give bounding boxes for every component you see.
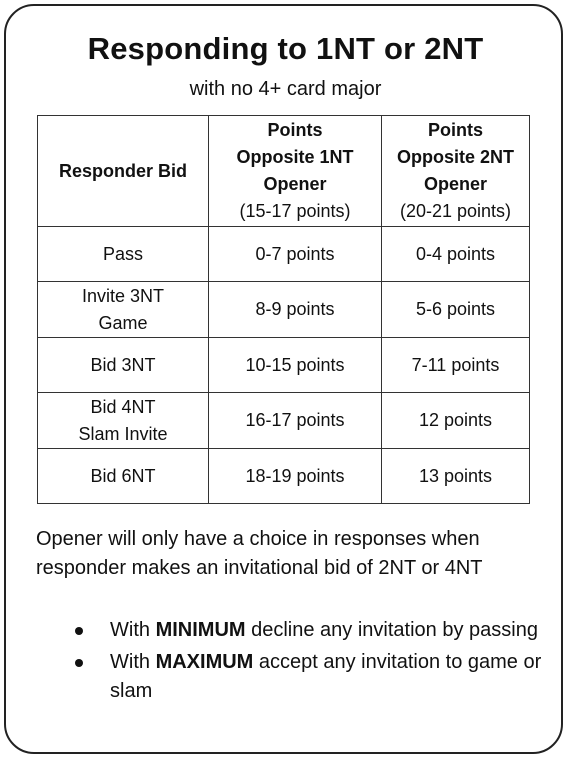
cell-opposite-1nt: 10-15 points: [209, 338, 382, 393]
table-row: [38, 282, 530, 338]
header-point-range: (15-17 points): [239, 201, 351, 221]
bullet-item-minimum: [66, 616, 546, 645]
header-line: Opener: [263, 174, 327, 194]
bullet-dot-icon: [75, 627, 83, 635]
table-row: [38, 449, 530, 504]
explanation-paragraph: Opener will only have a choice in responses when responder makes an invitational bid of 2NT or 4NT: [36, 528, 483, 579]
bid-line: Bid 3NT: [90, 354, 156, 375]
header-responder-bid: [38, 116, 209, 227]
bullet-item-maximum: [66, 648, 546, 706]
cell-responder-bid: [38, 227, 209, 282]
page-subtitle: with no 4+ card major: [189, 78, 382, 100]
cell-opposite-1nt: 18-19 points: [209, 449, 382, 504]
header-opposite-1nt: [209, 116, 382, 227]
header-line: Points: [427, 120, 483, 140]
header-opposite-2nt: [382, 116, 530, 227]
bullet-text-post: accept any invitation to game or slam: [110, 651, 542, 702]
cell-responder-bid: [38, 449, 209, 504]
cell-opposite-1nt: 16-17 points: [209, 393, 382, 449]
header-line: Points: [267, 120, 323, 140]
header-line: Opposite 1NT: [236, 147, 354, 167]
header-line: Opposite 2NT: [396, 147, 514, 167]
header-line: Responder Bid: [58, 160, 187, 181]
page-title: Responding to 1NT or 2NT: [87, 31, 484, 66]
table-row: [38, 227, 530, 282]
bullet-list: [66, 616, 546, 709]
bullet-keyword: MAXIMUM: [155, 651, 254, 673]
table-header-row: [38, 116, 530, 227]
bid-line: Slam Invite: [78, 423, 168, 444]
cell-responder-bid: [38, 338, 209, 393]
bid-line: Pass: [102, 243, 144, 264]
bullet-text-post: decline any invitation by passing: [245, 619, 538, 641]
bullet-dot-icon: [75, 659, 83, 667]
header-line: Opener: [423, 174, 488, 194]
bid-line: Bid 6NT: [90, 465, 156, 486]
bid-line: Invite 3NT: [81, 285, 165, 306]
bid-line: Bid 4NT: [90, 396, 156, 417]
cell-opposite-2nt: 0-4 points: [382, 227, 530, 282]
bullet-keyword: MINIMUM: [155, 619, 246, 641]
cell-opposite-2nt: 13 points: [382, 449, 530, 504]
bullet-text-pre: With: [110, 619, 156, 641]
cell-opposite-1nt: 0-7 points: [209, 227, 382, 282]
cell-responder-bid: [38, 282, 209, 338]
cell-opposite-2nt: 12 points: [382, 393, 530, 449]
cell-responder-bid: [38, 393, 209, 449]
cell-opposite-2nt: 5-6 points: [382, 282, 530, 338]
table-row: [38, 393, 530, 449]
bid-line: Game: [98, 312, 148, 333]
header-point-range: (20-21 points): [399, 201, 512, 221]
cell-opposite-2nt: 7-11 points: [382, 338, 530, 393]
bullet-text-pre: With: [110, 651, 156, 673]
cell-opposite-1nt: 8-9 points: [209, 282, 382, 338]
table-row: [38, 338, 530, 393]
response-table: [37, 115, 530, 504]
